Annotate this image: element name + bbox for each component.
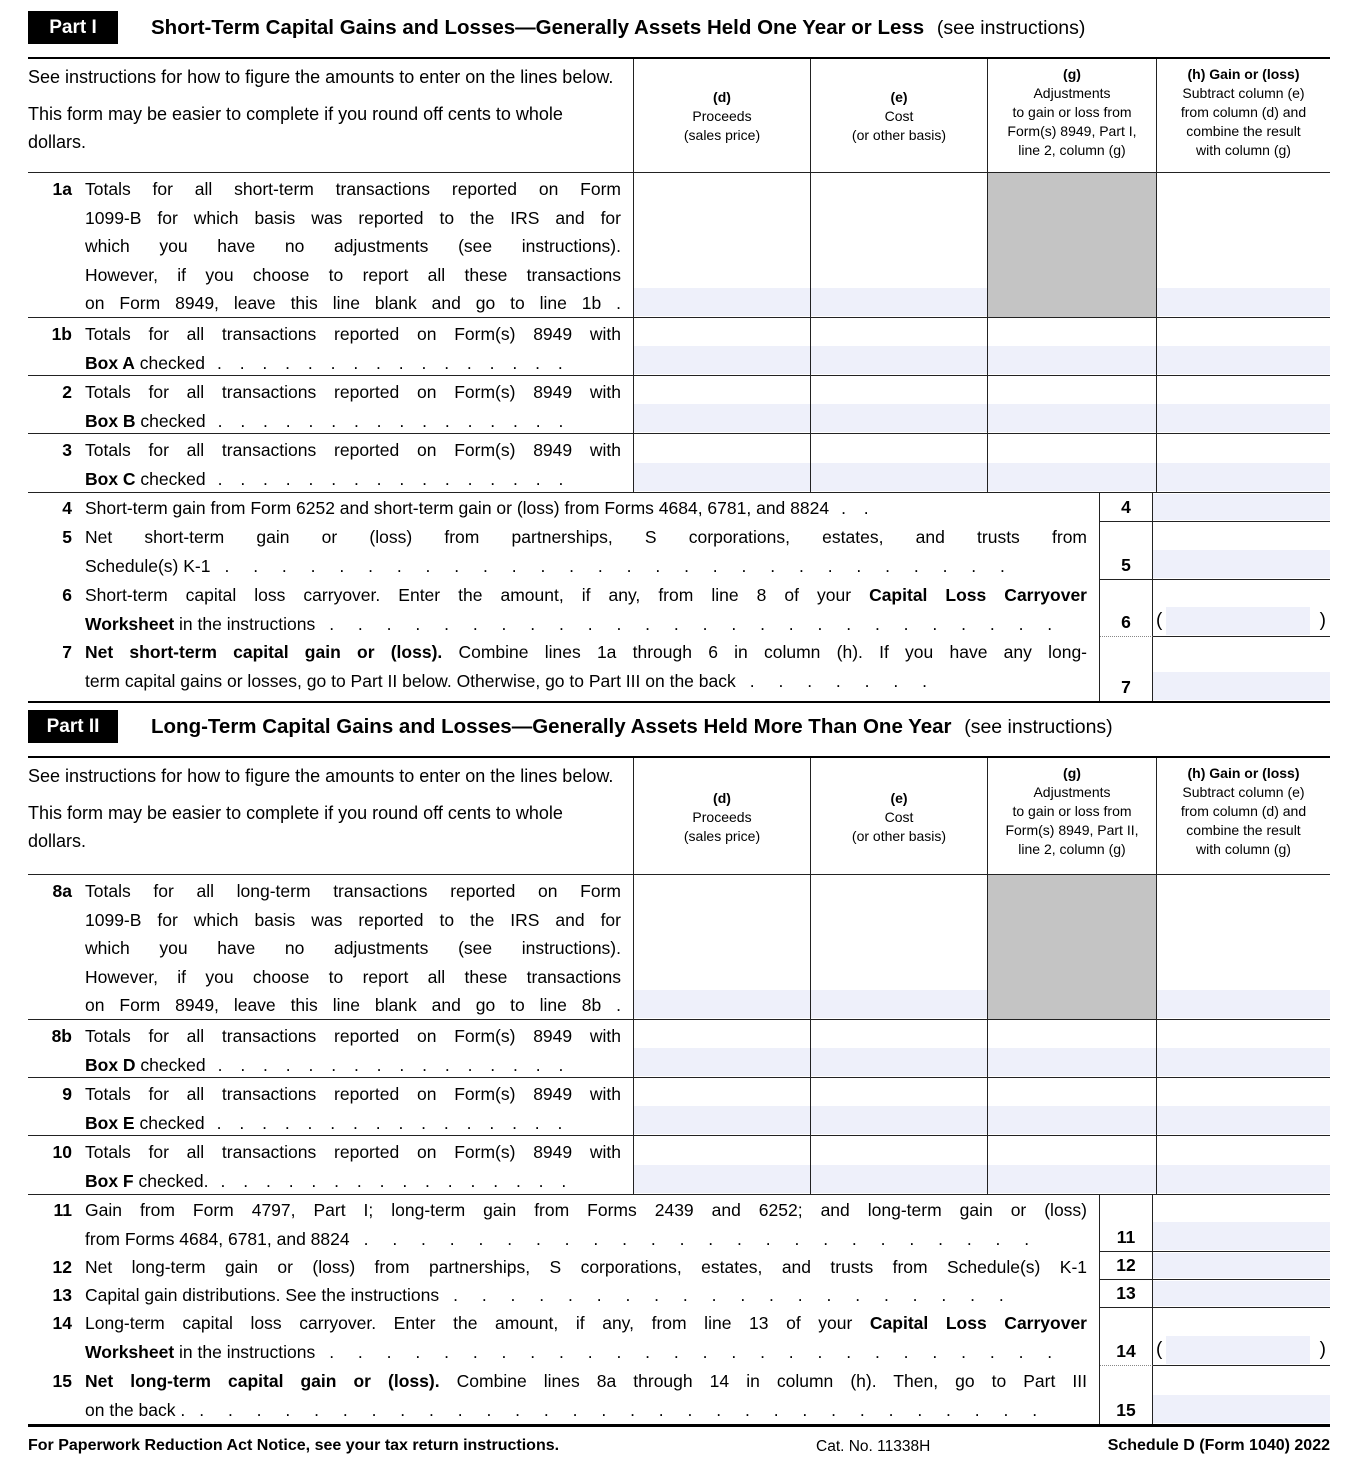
- part2-table: [28, 756, 1330, 1427]
- col-header-adjustments: (g) Adjustments to gain or loss from Form(s) 8949, Part II, line 2, column (g): [988, 758, 1157, 874]
- line-12-description: 12 Net long-term gain or (loss) from partnerships, S corporations, estates, and trusts from Schedule(s) K-1: [28, 1252, 1100, 1280]
- col-header-proceeds: (d) Proceeds (sales price): [634, 758, 811, 874]
- line-14-description: 14 Long-term capital loss carryover. Enter the amount, if any, from line 13 of your Capital Loss Carryover Worksheet in the instructions . . . . . . . . . . . . . . . . . . . . . . . . . .: [28, 1308, 1100, 1366]
- field-8b-proceeds[interactable]: [634, 1048, 810, 1076]
- cell-3-gain: [1157, 434, 1330, 492]
- part1-header-bar: [28, 10, 1330, 45]
- line-7-description: 7 Net short-term capital gain or (loss). Combine lines 1a through 6 in column (h). If you have any long- term capital gains or losses, go to Part II below. Otherwise, go to Part III on the back . . . . . . .: [28, 637, 1100, 701]
- field-10-adjustments[interactable]: [988, 1165, 1156, 1193]
- cell-8b-gain: [1157, 1020, 1330, 1077]
- line-number: 2: [62, 382, 72, 402]
- field-2-gain[interactable]: [1157, 404, 1330, 432]
- open-paren: (: [1156, 610, 1163, 631]
- field-9-adjustments[interactable]: [988, 1106, 1156, 1134]
- field-3-adjustments[interactable]: [988, 463, 1156, 491]
- field-1a-gain[interactable]: [1157, 288, 1330, 316]
- col-header-gain-loss: (h) Gain or (loss) Subtract column (e) from column (d) and combine the result with column (g): [1180, 66, 1307, 158]
- line-4-number-box: 4: [1100, 493, 1153, 522]
- col-header-cost: (e) Cost (or other basis): [811, 758, 988, 874]
- part2-tag: Part II: [28, 710, 118, 743]
- line-number: 8b: [51, 1026, 72, 1046]
- line-13-row: [28, 1280, 1330, 1308]
- line-12-number-box: 12: [1100, 1252, 1153, 1280]
- field-8b-cost[interactable]: [811, 1048, 987, 1076]
- line-number: 11: [53, 1200, 72, 1220]
- part1-table: [28, 57, 1330, 703]
- line-number: 15: [52, 1371, 72, 1391]
- part1-title: [151, 16, 1085, 40]
- dot-leader: . . . . . . . . . . . . . . . .: [220, 1170, 567, 1191]
- cell-2-adjustments: [988, 376, 1157, 433]
- cell-1b-proceeds: [634, 318, 811, 375]
- field-8a-cost[interactable]: [811, 990, 987, 1018]
- line-6-description: 6 Short-term capital loss carryover. Enter the amount, if any, from line 8 of your Capital Loss Carryover Worksheet in the instructions . . . . . . . . . . . . . . . . . . . . . . . . . .: [28, 580, 1100, 637]
- instructions-note-2: This form may be easier to complete if you round off cents to whole dollars.: [28, 104, 563, 152]
- field-8a-gain[interactable]: [1157, 990, 1330, 1018]
- field-10-proceeds[interactable]: [634, 1165, 810, 1193]
- field-2-adjustments[interactable]: [988, 404, 1156, 432]
- dot-leader: . .: [841, 498, 869, 518]
- dot-leader: . . . . . . . . . . . . . . . . . . . . . . . . . .: [329, 613, 1053, 634]
- cell-13-amount: [1153, 1280, 1330, 1308]
- line-4-row: [28, 493, 1330, 522]
- line-11-description: 11 Gain from Form 4797, Part I; long-term gain from Forms 2439 and 6252; and long-term gain or (loss) from Forms 4684, 6781, and 8824 . . . . . . . . . . . . . . . . . . . . . . . .: [28, 1195, 1100, 1252]
- line-number: 1a: [52, 179, 72, 199]
- line-number: 14: [52, 1313, 72, 1333]
- field-3-cost[interactable]: [811, 463, 987, 491]
- field-7-amount[interactable]: [1153, 672, 1330, 700]
- line-8a-description: 8a Totals for all long-term transactions reported on Form 1099-B for which basis was reported to the IRS and for which you have no adjustments (see instructions). However, if you choose to report all these transactions on Form 8949, leave this line blank and go to line 8b .: [28, 875, 634, 1019]
- line-10-row: [28, 1136, 1330, 1195]
- dot-leader: . . . . . . . . . . . . . . . . . . . .: [453, 1285, 1004, 1305]
- line-11-row: [28, 1195, 1330, 1252]
- line-6-row: [28, 580, 1330, 637]
- field-9-proceeds[interactable]: [634, 1106, 810, 1134]
- line-number: 5: [62, 527, 72, 547]
- part2-column-header-row: [28, 758, 1330, 875]
- cell-14-amount: [1153, 1308, 1330, 1366]
- dot-leader: . . . . . . .: [749, 670, 927, 691]
- line-number: 1b: [51, 324, 72, 344]
- field-3-gain[interactable]: [1157, 463, 1330, 491]
- field-2-proceeds[interactable]: [634, 404, 810, 432]
- dot-leader: . . . . . . . . . . . . . . . .: [216, 1112, 563, 1133]
- dot-leader: . . . . . . . . . . . . . . . .: [217, 468, 564, 489]
- field-10-cost[interactable]: [811, 1165, 987, 1193]
- cell-1a-cost: [811, 173, 988, 317]
- field-1b-adjustments[interactable]: [988, 346, 1156, 374]
- line-5-description: 5 Net short-term gain or (loss) from partnerships, S corporations, estates, and trusts from Schedule(s) K-1 . . . . . . . . . . . . . . . . . . . . . . . . . . . .: [28, 522, 1100, 580]
- line-number: 9: [62, 1084, 72, 1104]
- dot-leader: . . . . . . . . . . . . . . . . . . . . . . . .: [363, 1228, 1030, 1249]
- line-number: 12: [52, 1257, 72, 1277]
- instructions-note-1: See instructions for how to figure the amounts to enter on the lines below.: [28, 67, 614, 87]
- line-11-number-box: 11: [1100, 1195, 1153, 1252]
- line-1a-row: [28, 173, 1330, 318]
- col-header-cost: (e) Cost (or other basis): [811, 59, 988, 172]
- cell-1a-proceeds: [634, 173, 811, 317]
- line-14-number-box: 14: [1100, 1308, 1153, 1366]
- part2-title-note: (see instructions): [964, 715, 1113, 738]
- cell-6-amount: [1153, 580, 1330, 637]
- line-number: 13: [52, 1285, 72, 1305]
- field-13-amount[interactable]: [1153, 1281, 1330, 1306]
- col-header-proceeds: (d) Proceeds (sales price): [634, 59, 811, 172]
- line-4-description: 4 Short-term gain from Form 6252 and short-term gain or (loss) from Forms 4684, 6781, and 8824 . .: [28, 493, 1100, 522]
- paperwork-reduction-notice: For Paperwork Reduction Act Notice, see your tax return instructions.: [28, 1437, 560, 1454]
- cell-7-amount: [1153, 637, 1330, 701]
- line-1a-description: 1a Totals for all short-term transactions reported on Form 1099-B for which basis was reported to the IRS and for which you have no adjustments (see instructions). However, if you choose to report all these transactions on Form 8949, leave this line blank and go to line 1b .: [28, 173, 634, 317]
- line-2-description: 2 Totals for all transactions reported on Form(s) 8949 with Box B checked . . . . . . . . . . . . . . . .: [28, 376, 634, 433]
- dot-leader: . . . . . . . . . . . . . . . . . . . . . . . . . .: [329, 1341, 1053, 1362]
- field-5-amount[interactable]: [1153, 550, 1330, 578]
- cell-3-proceeds: [634, 434, 811, 492]
- field-1b-proceeds[interactable]: [634, 346, 810, 374]
- cell-10-proceeds: [634, 1136, 811, 1194]
- dot-leader: . . . . . . . . . . . . . . . .: [217, 410, 564, 431]
- blocked-cell-8a-adjustments: [988, 875, 1157, 1019]
- cell-3-adjustments: [988, 434, 1157, 492]
- catalog-number: Cat. No. 11338H: [816, 1438, 931, 1455]
- part1-instructions-cell: [28, 59, 634, 172]
- line-7-number-box: 7: [1100, 637, 1153, 701]
- part1-tag: Part I: [28, 11, 118, 44]
- field-9-gain[interactable]: [1157, 1106, 1330, 1134]
- line-number: 7: [62, 642, 72, 662]
- field-6-amount[interactable]: [1166, 607, 1310, 635]
- field-11-amount[interactable]: [1153, 1222, 1330, 1250]
- line-6-number-box: 6: [1100, 580, 1153, 637]
- line-10-description: 10 Totals for all transactions reported on Form(s) 8949 with Box F checked. . . . . . . . . . . . . . . . .: [28, 1136, 634, 1194]
- line-9-row: [28, 1078, 1330, 1136]
- instructions-note-1: See instructions for how to figure the amounts to enter on the lines below.: [28, 766, 614, 786]
- col-header-adjustments: (g) Adjustments to gain or loss from Form(s) 8949, Part I, line 2, column (g): [988, 59, 1157, 172]
- field-14-amount[interactable]: [1166, 1336, 1310, 1364]
- part2-title: [151, 715, 1113, 739]
- cell-8b-cost: [811, 1020, 988, 1077]
- cell-2-proceeds: [634, 376, 811, 433]
- line-1b-row: [28, 318, 1330, 376]
- line-7-row: [28, 637, 1330, 701]
- cell-1b-gain: [1157, 318, 1330, 375]
- part1-title-text: Short-Term Capital Gains and Losses—Generally Assets Held One Year or Less: [151, 15, 925, 39]
- cell-1b-cost: [811, 318, 988, 375]
- part2-title-text: Long-Term Capital Gains and Losses—Generally Assets Held More Than One Year: [151, 714, 952, 738]
- dot-leader: . . . . . . . . . . . . . . . .: [216, 352, 563, 373]
- cell-10-cost: [811, 1136, 988, 1194]
- cell-9-proceeds: [634, 1078, 811, 1135]
- blocked-cell-1a-adjustments: [988, 173, 1157, 317]
- part1-title-note: (see instructions): [936, 16, 1086, 39]
- line-14-row: [28, 1308, 1330, 1366]
- line-number: 4: [62, 498, 72, 518]
- cell-10-adjustments: [988, 1136, 1157, 1194]
- line-8b-description: 8b Totals for all transactions reported on Form(s) 8949 with Box D checked . . . . . . . . . . . . . . . .: [28, 1020, 634, 1077]
- field-8b-gain[interactable]: [1157, 1048, 1330, 1076]
- form-id-footer: Schedule D (Form 1040) 2022: [1107, 1437, 1330, 1454]
- cell-2-cost: [811, 376, 988, 433]
- instructions-note-2: This form may be easier to complete if you round off cents to whole dollars.: [28, 803, 563, 851]
- cell-11-amount: [1153, 1195, 1330, 1252]
- dot-leader: . . . . . . . . . . . . . . . .: [217, 1054, 564, 1075]
- col-header-gain-loss: (h) Gain or (loss) Subtract column (e) from column (d) and combine the result with column (g): [1180, 765, 1307, 857]
- cell-10-gain: [1157, 1136, 1330, 1194]
- cell-1a-gain: [1157, 173, 1330, 317]
- line-15-row: [28, 1366, 1330, 1424]
- field-2-cost[interactable]: [811, 404, 987, 432]
- field-10-gain[interactable]: [1157, 1165, 1330, 1193]
- cell-15-amount: [1153, 1366, 1330, 1424]
- cell-12-amount: [1153, 1252, 1330, 1280]
- cell-8a-cost: [811, 875, 988, 1019]
- field-1b-cost[interactable]: [811, 346, 987, 374]
- line-number: 6: [62, 585, 72, 605]
- field-15-amount[interactable]: [1153, 1395, 1330, 1423]
- dot-leader: . . . . . . . . . . . . . . . . . . . . . . . . . . . . . .: [199, 1399, 1038, 1420]
- line-13-description: 13 Capital gain distributions. See the instructions . . . . . . . . . . . . . . . . . . . .: [28, 1280, 1100, 1308]
- dot-leader: . . . . . . . . . . . . . . . . . . . . . . . . . . . .: [224, 555, 1005, 576]
- line-8a-row: [28, 875, 1330, 1020]
- part2-header-bar: [28, 709, 1330, 744]
- cell-3-cost: [811, 434, 988, 492]
- close-paren: ): [1319, 610, 1326, 631]
- field-1a-cost[interactable]: [811, 288, 987, 316]
- line-12-row: [28, 1252, 1330, 1280]
- field-1a-proceeds[interactable]: [634, 288, 810, 316]
- line-number: 10: [52, 1142, 72, 1162]
- line-number: 3: [62, 440, 72, 460]
- cell-8a-gain: [1157, 875, 1330, 1019]
- line-8b-row: [28, 1020, 1330, 1078]
- line-5-number-box: 5: [1100, 522, 1153, 580]
- line-5-row: [28, 522, 1330, 580]
- cell-9-cost: [811, 1078, 988, 1135]
- open-paren: (: [1156, 1339, 1163, 1360]
- cell-8b-adjustments: [988, 1020, 1157, 1077]
- cell-1b-adjustments: [988, 318, 1157, 375]
- form-footer: [28, 1434, 1330, 1464]
- field-3-proceeds[interactable]: [634, 463, 810, 491]
- cell-8a-proceeds: [634, 875, 811, 1019]
- close-paren: ): [1319, 1339, 1326, 1360]
- cell-2-gain: [1157, 376, 1330, 433]
- part2-instructions-cell: [28, 758, 634, 874]
- line-3-row: [28, 434, 1330, 493]
- field-8a-proceeds[interactable]: [634, 990, 810, 1018]
- line-3-description: 3 Totals for all transactions reported on Form(s) 8949 with Box C checked . . . . . . . . . . . . . . . .: [28, 434, 634, 492]
- cell-8b-proceeds: [634, 1020, 811, 1077]
- field-8b-adjustments[interactable]: [988, 1048, 1156, 1076]
- line-13-number-box: 13: [1100, 1280, 1153, 1308]
- field-9-cost[interactable]: [811, 1106, 987, 1134]
- cell-5-amount: [1153, 522, 1330, 580]
- line-1b-description: 1b Totals for all transactions reported on Form(s) 8949 with Box A checked . . . . . . . . . . . . . . . .: [28, 318, 634, 375]
- cell-4-amount: [1153, 493, 1330, 522]
- line-2-row: [28, 376, 1330, 434]
- field-12-amount[interactable]: [1153, 1253, 1330, 1278]
- field-4-amount[interactable]: [1153, 494, 1330, 520]
- line-15-description: 15 Net long-term capital gain or (loss). Combine lines 8a through 14 in column (h). Then, go to Part III on the back . . . . . . . . . . . . . . . . . . . . . . . . . . . . . . .: [28, 1366, 1100, 1424]
- line-9-description: 9 Totals for all transactions reported on Form(s) 8949 with Box E checked . . . . . . . . . . . . . . . .: [28, 1078, 634, 1135]
- line-number: 8a: [52, 881, 72, 901]
- cell-9-gain: [1157, 1078, 1330, 1135]
- cell-9-adjustments: [988, 1078, 1157, 1135]
- field-1b-gain[interactable]: [1157, 346, 1330, 374]
- part1-column-header-row: [28, 59, 1330, 173]
- line-15-number-box: 15: [1100, 1366, 1153, 1424]
